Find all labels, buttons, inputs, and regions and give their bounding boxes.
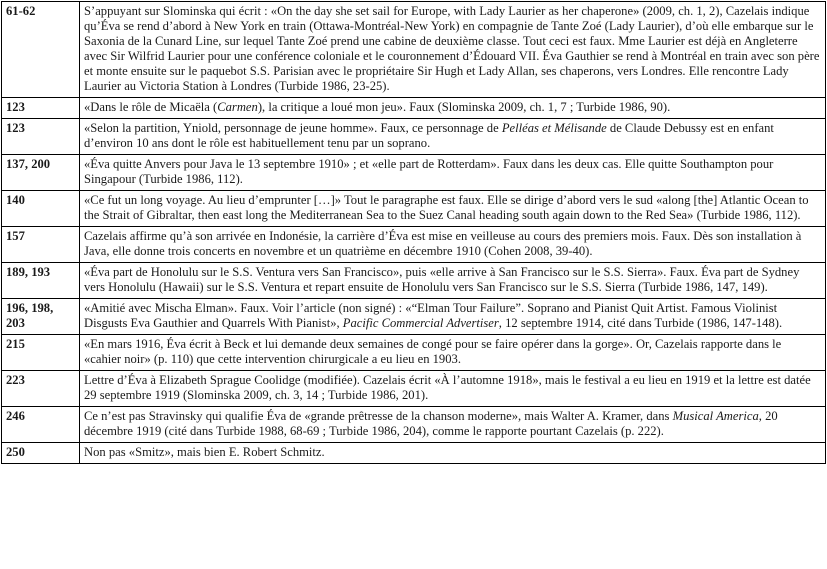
page-reference-cell: 137, 200 (2, 155, 80, 191)
note-text: «Amitié avec Mischa Elman». Faux. Voir l’article (non signé) : «“Elman Tour Failure”. Soprano and Pianist Quit Artist. Famous Violinist Disgusts Eva Gauthier and Quarrels With Pianist», (84, 301, 778, 330)
note-text-cell (80, 98, 826, 119)
note-text: S’appuyant sur Slominska qui écrit : «On the day she set sail for Europe, with Lady Laurier as her chaperone» (2009, ch. 1, 2), Cazelais indique qu’Éva se rend d’abord à New York en train (Ottawa-Montréal-New York) en compagnie de Tante Zoé (Lady Laurier), d’où elle embarque sur le Saxonia de la Cunard Line, sur lequel Tante Zoé prend une cabine de deuxième classe. Tout ceci est faux. Mme Laurier est déjà en Angleterre avec Sir Wilfrid Laurier pour une conférence coloniale et le couronnement d’Édouard VII. Éva Gauthier se rend à Montréal en train avec son père et monte ensuite sur le paquebot S.S. Parisian avec le propriétaire Sir Hugh et Lady Allan, ses chaperons, vers Londres. Elle rencontre Lady Laurier au Victoria Station à Londres (Turbide 1986, 23-25). (84, 4, 820, 93)
note-text: de Claude Debussy est en enfant d’environ 10 ans dont le rôle est habituellement tenu par un soprano. (84, 121, 774, 150)
note-text-cell (80, 119, 826, 155)
note-text-cell (80, 407, 826, 443)
table-row (2, 119, 826, 155)
table-row (2, 443, 826, 464)
table-row (2, 407, 826, 443)
note-text-cell (80, 443, 826, 464)
italic-title: Musical America (672, 409, 759, 423)
table-row (2, 299, 826, 335)
table-row (2, 227, 826, 263)
table-row (2, 335, 826, 371)
note-text-cell (80, 227, 826, 263)
page-reference-cell: 223 (2, 371, 80, 407)
page-reference-cell: 123 (2, 98, 80, 119)
italic-title: Carmen (217, 100, 258, 114)
note-text-cell (80, 155, 826, 191)
note-text-cell (80, 371, 826, 407)
note-text: «Selon la partition, Yniold, personnage de jeune homme». Faux, ce personnage de (84, 121, 502, 135)
table-row (2, 263, 826, 299)
note-text: «En mars 1916, Éva écrit à Beck et lui demande deux semaines de congé pour se faire opérer dans la gorge». Or, Cazelais rapporte dans le «cahier noir» (p. 110) que cette intervention chirurgicale a eu lieu en 1903. (84, 337, 782, 366)
table-row (2, 155, 826, 191)
page-reference-cell: 123 (2, 119, 80, 155)
italic-title: Pelléas et Mélisande (501, 121, 607, 135)
page-reference-cell: 157 (2, 227, 80, 263)
page-reference-cell: 196, 198, 203 (2, 299, 80, 335)
note-text: «Éva quitte Anvers pour Java le 13 septembre 1910» ; et «elle part de Rotterdam». Faux dans les deux cas. Elle quitte Southampton pour Singapour (Turbide 1986, 112). (84, 157, 774, 186)
note-text-cell (80, 2, 826, 98)
note-text: «Ce fut un long voyage. Au lieu d’emprunter […]» Tout le paragraphe est faux. Elle se dirige d’abord vers le sud «along [the] Atlantic Ocean to the Strait of Gibraltar, then east long the Mediterranean Sea to the Suez Canal heading south again down to the Red Sea» (Turbide 1986, 112). (84, 193, 809, 222)
page-reference-cell: 140 (2, 191, 80, 227)
note-text: Cazelais affirme qu’à son arrivée en Indonésie, la carrière d’Éva est mise en veilleuse au cours des premiers mois. Faux. Dès son installation à Java, elle donne trois concerts en novembre et un quatrième en décembre 1910 (Cohen 2008, 39-40). (84, 229, 802, 258)
page-reference-cell: 189, 193 (2, 263, 80, 299)
table-row (2, 2, 826, 98)
note-text-cell (80, 335, 826, 371)
page-reference-cell: 250 (2, 443, 80, 464)
note-text: , 12 septembre 1914, cité dans Turbide (1986, 147-148). (498, 316, 783, 330)
page-reference-cell: 215 (2, 335, 80, 371)
note-text: , 20 décembre 1919 (cité dans Turbide 1988, 68-69 ; Turbide 1986, 204), comme le rapporte pourtant Cazelais (p. 222). (84, 409, 778, 438)
note-text: ), la critique a loué mon jeu». Faux (Slominska 2009, ch. 1, 7 ; Turbide 1986, 90). (257, 100, 671, 114)
table-row (2, 371, 826, 407)
note-text-cell (80, 299, 826, 335)
errata-table-body (2, 2, 826, 464)
page-reference-cell: 61-62 (2, 2, 80, 98)
note-text: «Dans le rôle de Micaëla ( (84, 100, 218, 114)
table-row (2, 191, 826, 227)
italic-title: Pacific Commercial Advertiser (342, 316, 499, 330)
page-reference-cell: 246 (2, 407, 80, 443)
note-text-cell (80, 263, 826, 299)
table-row (2, 98, 826, 119)
note-text: Ce n’est pas Stravinsky qui qualifie Éva de «grande prêtresse de la chanson moderne», mais Walter A. Kramer, dans (84, 409, 673, 423)
note-text: Non pas «Smitz», mais bien E. Robert Schmitz. (84, 445, 325, 459)
note-text-cell (80, 191, 826, 227)
note-text: Lettre d’Éva à Elizabeth Sprague Coolidge (modifiée). Cazelais écrit «À l’automne 1918», mais le festival a eu lieu en 1919 et la lettre est datée 29 septembre 1919 (Slominska 2009, ch. 3, 14 ; Turbide 1986, 201). (84, 373, 811, 402)
errata-table (1, 1, 826, 464)
note-text: «Éva part de Honolulu sur le S.S. Ventura vers San Francisco», puis «elle arrive à San Francisco sur le S.S. Sierra». Faux. Éva part de Sydney vers Honolulu (Hawaii) sur le S.S. Ventura et repart ensuite de Honolulu vers San Francisco sur le S.S. Sierra (Turbide 1986, 147, 149). (84, 265, 800, 294)
